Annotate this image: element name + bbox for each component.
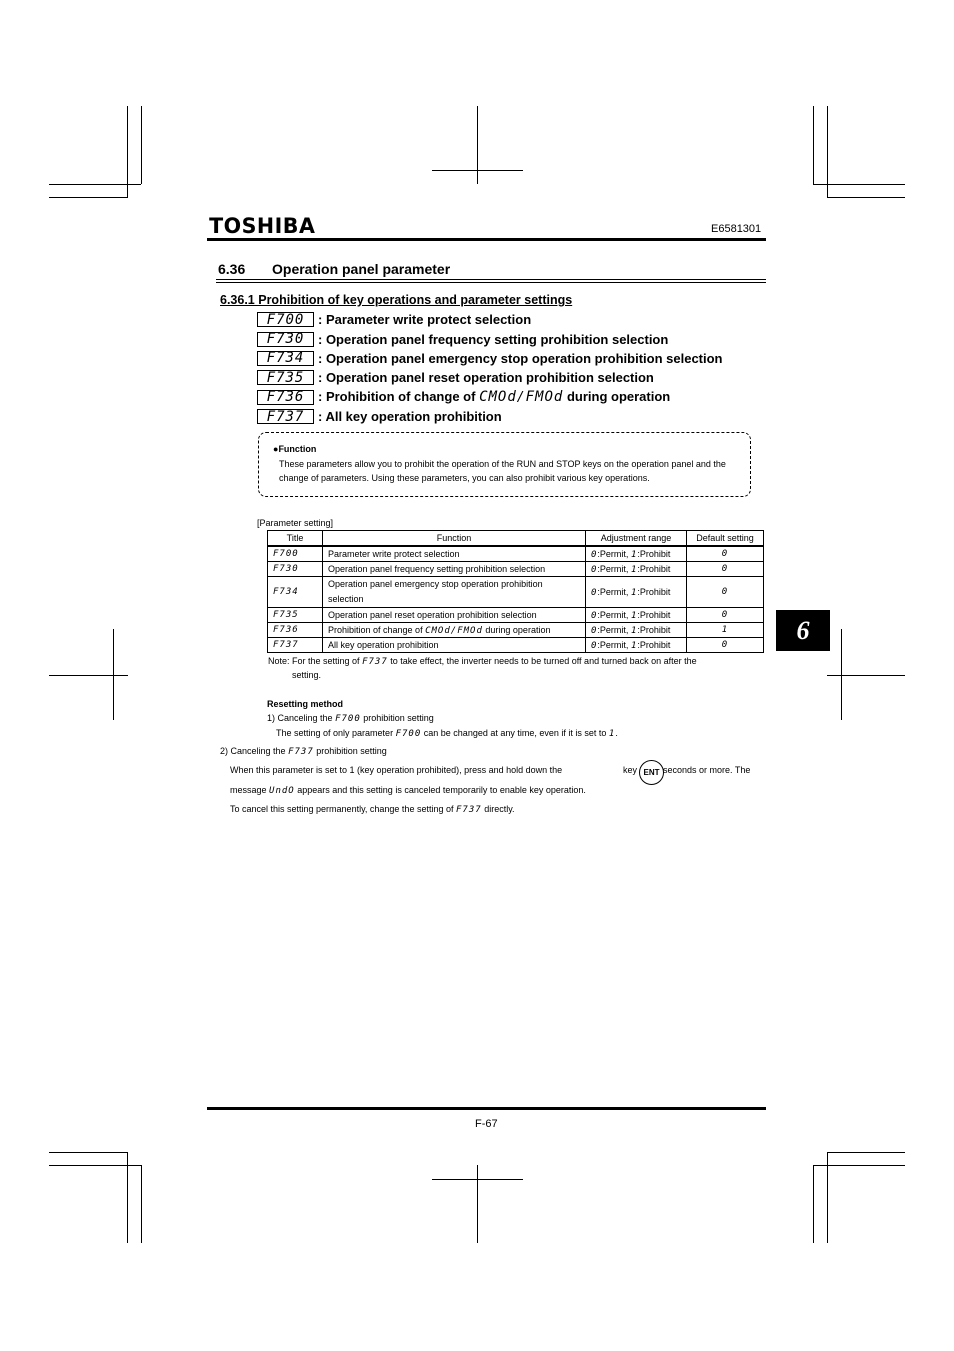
parameter-desc-after: during operation — [566, 389, 671, 405]
parameter-code: F735 — [257, 370, 314, 385]
row-title: F735 — [268, 608, 323, 623]
function-title: ●Function — [273, 444, 317, 454]
key-word: key — [623, 765, 638, 775]
resetting-title: Resetting method — [267, 699, 344, 709]
table-header-cell: Adjustment range — [586, 531, 687, 547]
parameter-code: F700 — [257, 312, 314, 327]
row-default: 1 — [687, 623, 764, 638]
resetting-item-2-line2: message UndO appears and this setting is canceled temporarily to enable key operation. — [230, 785, 586, 796]
chapter-tab: 6 — [776, 610, 830, 651]
row-default: 0 — [687, 562, 764, 577]
parameter-desc: : Parameter write protect selection — [318, 312, 532, 328]
row-function: Parameter write protect selection — [323, 546, 586, 562]
row-range: 0:Permit, 1:Prohibit — [586, 608, 687, 623]
bullet-icon: ● — [273, 444, 279, 454]
row-range: 0:Permit, 1:Prohibit — [586, 638, 687, 653]
parameter-code: F737 — [257, 409, 314, 424]
row-range: 0:Permit, 1:Prohibit — [586, 577, 687, 608]
parameter-desc: : All key operation prohibition — [318, 409, 502, 425]
row-range: 0:Permit, 1:Prohibit — [586, 546, 687, 562]
row-title: F700 — [268, 546, 323, 562]
row-default: 0 — [687, 577, 764, 608]
row-range: 0:Permit, 1:Prohibit — [586, 562, 687, 577]
row-default: 0 — [687, 638, 764, 653]
parameter-desc-before: : Prohibition of change of — [318, 389, 476, 405]
parameter-desc — [318, 389, 670, 405]
parameter-item — [257, 310, 723, 329]
row-function: Operation panel emergency stop operation prohibition selection — [323, 577, 586, 608]
resetting-item-2-line1: When this parameter is set to 1 (key operation prohibited), press and hold down the — [230, 765, 563, 775]
brand-logo: TOSHIBA — [209, 214, 316, 238]
parameter-desc: : Operation panel emergency stop operation prohibition selection — [318, 350, 723, 366]
parameter-item — [257, 368, 723, 387]
parameter-item — [257, 388, 723, 407]
row-function: Operation panel reset operation prohibition selection — [323, 608, 586, 623]
table-row — [268, 623, 764, 638]
section-number: 6.36 — [218, 261, 246, 277]
resetting-item-2: 2) Canceling the F737 prohibition setting — [220, 746, 387, 757]
row-title: F730 — [268, 562, 323, 577]
table-note-line2: setting. — [292, 670, 322, 680]
parameter-code: F736 — [257, 390, 314, 405]
resetting-item-1: 1) Canceling the F700 prohibition setting — [267, 713, 434, 724]
table-row — [268, 546, 764, 562]
resetting-item-2-line3: To cancel this setting permanently, change the setting of F737 directly. — [230, 804, 515, 815]
table-row — [268, 577, 764, 608]
parameter-item — [257, 349, 723, 368]
row-function: Operation panel frequency setting prohibition selection — [323, 562, 586, 577]
section-rule — [216, 279, 766, 280]
resetting-item-2-line1-after: seconds or more. The — [663, 765, 751, 775]
table-row — [268, 638, 764, 653]
resetting-item-1-detail: The setting of only parameter F700 can be changed at any time, even if it is set to 1. — [276, 728, 618, 739]
cmod-code: CMOd — [479, 389, 517, 406]
table-header-cell: Title — [268, 531, 323, 547]
parameter-item — [257, 407, 723, 426]
function-body: These parameters allow you to prohibit the operation of the RUN and STOP keys on the operation panel and the change of parameters. Using these parameters, you can also prohibit various key operations. — [279, 459, 726, 483]
fmod-code: FMOd — [525, 389, 564, 406]
subsection-title: 6.36.1 Prohibition of key operations and parameter settings — [220, 293, 573, 307]
row-range: 0:Permit, 1:Prohibit — [586, 623, 687, 638]
table-header-cell: Default setting — [687, 531, 764, 547]
table-caption: [Parameter setting] — [257, 518, 334, 528]
table-header-cell: Function — [323, 531, 586, 547]
parameter-desc: : Operation panel reset operation prohibition selection — [318, 370, 654, 386]
table-row — [268, 562, 764, 577]
function-box — [258, 432, 751, 497]
row-function: All key operation prohibition — [323, 638, 586, 653]
footer-rule — [207, 1107, 766, 1110]
table-note: Note: For the setting of F737 to take effect, the inverter needs to be turned off and turned back on after the — [268, 656, 697, 667]
page-number: F-67 — [475, 1118, 498, 1130]
code-separator: / — [516, 390, 526, 406]
row-function: Prohibition of change of CMOd/FMOd during operation — [323, 623, 586, 638]
parameter-list — [257, 310, 723, 426]
table-row — [268, 608, 764, 623]
parameter-code: F734 — [257, 351, 314, 366]
parameter-desc: : Operation panel frequency setting prohibition selection — [318, 331, 669, 347]
row-title: F736 — [268, 623, 323, 638]
row-title: F734 — [268, 577, 323, 608]
row-default: 0 — [687, 546, 764, 562]
document-number: E6581301 — [711, 223, 762, 235]
parameter-code: F730 — [257, 332, 314, 347]
ent-key-icon: ENT — [639, 760, 664, 785]
parameter-item — [257, 329, 723, 348]
header-rule — [207, 238, 766, 241]
parameter-table — [267, 530, 764, 653]
section-title: Operation panel parameter — [272, 261, 451, 277]
table-header-row — [268, 531, 764, 547]
row-default: 0 — [687, 608, 764, 623]
row-title: F737 — [268, 638, 323, 653]
